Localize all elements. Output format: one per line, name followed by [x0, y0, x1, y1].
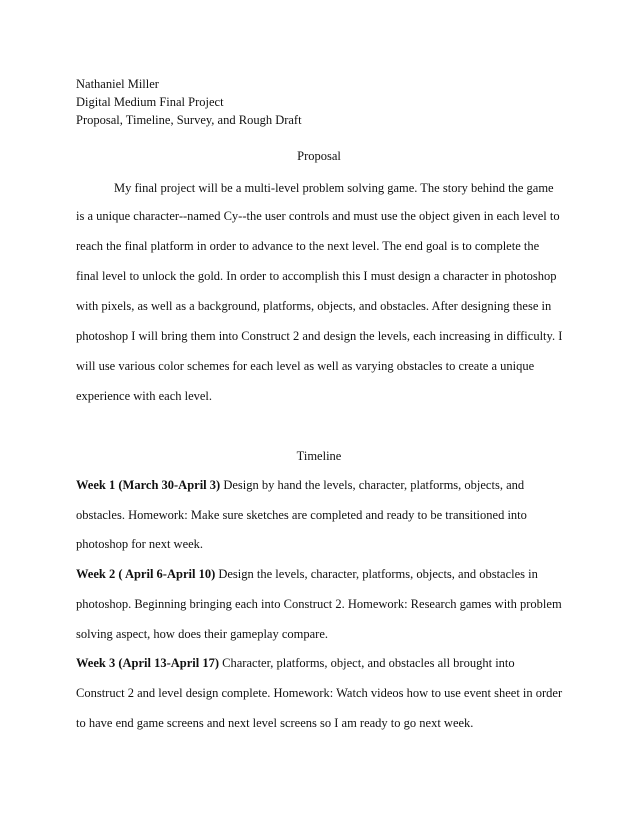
week-3-line: Construct 2 and level design complete. Homework: Watch videos how to use event sheet in order	[76, 686, 563, 700]
proposal-line: final level to unlock the gold. In order to accomplish this I must design a character in photoshop	[76, 269, 557, 283]
week-2-text: Design the levels, character, platforms, objects, and obstacles in	[215, 567, 538, 581]
author-name: Nathaniel Miller	[76, 77, 159, 91]
week-2-label: Week 2 ( April 6-April 10)	[76, 567, 216, 581]
week-1-first-line	[76, 477, 524, 493]
proposal-line: with pixels, as well as a background, platforms, objects, and obstacles. After designing these in	[76, 299, 552, 313]
proposal-line: reach the final platform in order to advance to the next level. The end goal is to complete the	[76, 239, 540, 253]
week-2-line: photoshop. Beginning bringing each into Construct 2. Homework: Research games with problem	[76, 597, 562, 611]
document-title: Proposal, Timeline, Survey, and Rough Draft	[76, 113, 302, 127]
week-1-text: Design by hand the levels, character, platforms, objects, and	[220, 478, 525, 492]
proposal-line: will use various color schemes for each level as well as varying obstacles to create a unique	[76, 359, 535, 373]
proposal-line: is a unique character--named Cy--the user controls and must use the object given in each level to	[76, 209, 560, 223]
week-1-label: Week 1 (March 30-April 3)	[76, 478, 221, 492]
week-2-first-line	[76, 566, 538, 582]
week-3-first-line	[76, 655, 515, 671]
week-2-line: solving aspect, how does their gameplay compare.	[76, 627, 329, 641]
week-3-label: Week 3 (April 13-April 17)	[76, 656, 220, 670]
proposal-line: photoshop I will bring them into Construct 2 and design the levels, each increasing in difficulty. I	[76, 329, 563, 343]
course-name: Digital Medium Final Project	[76, 95, 224, 109]
proposal-heading: Proposal	[297, 149, 341, 163]
week-1-line: photoshop for next week.	[76, 537, 204, 551]
proposal-line: experience with each level.	[76, 389, 213, 403]
week-3-line: to have end game screens and next level screens so I am ready to go next week.	[76, 716, 474, 730]
proposal-line: My final project will be a multi-level problem solving game. The story behind the game	[114, 181, 554, 195]
week-1-line: obstacles. Homework: Make sure sketches are completed and ready to be transitioned into	[76, 508, 527, 522]
timeline-heading: Timeline	[296, 449, 342, 463]
week-3-text: Character, platforms, object, and obstacles all brought into	[219, 656, 515, 670]
